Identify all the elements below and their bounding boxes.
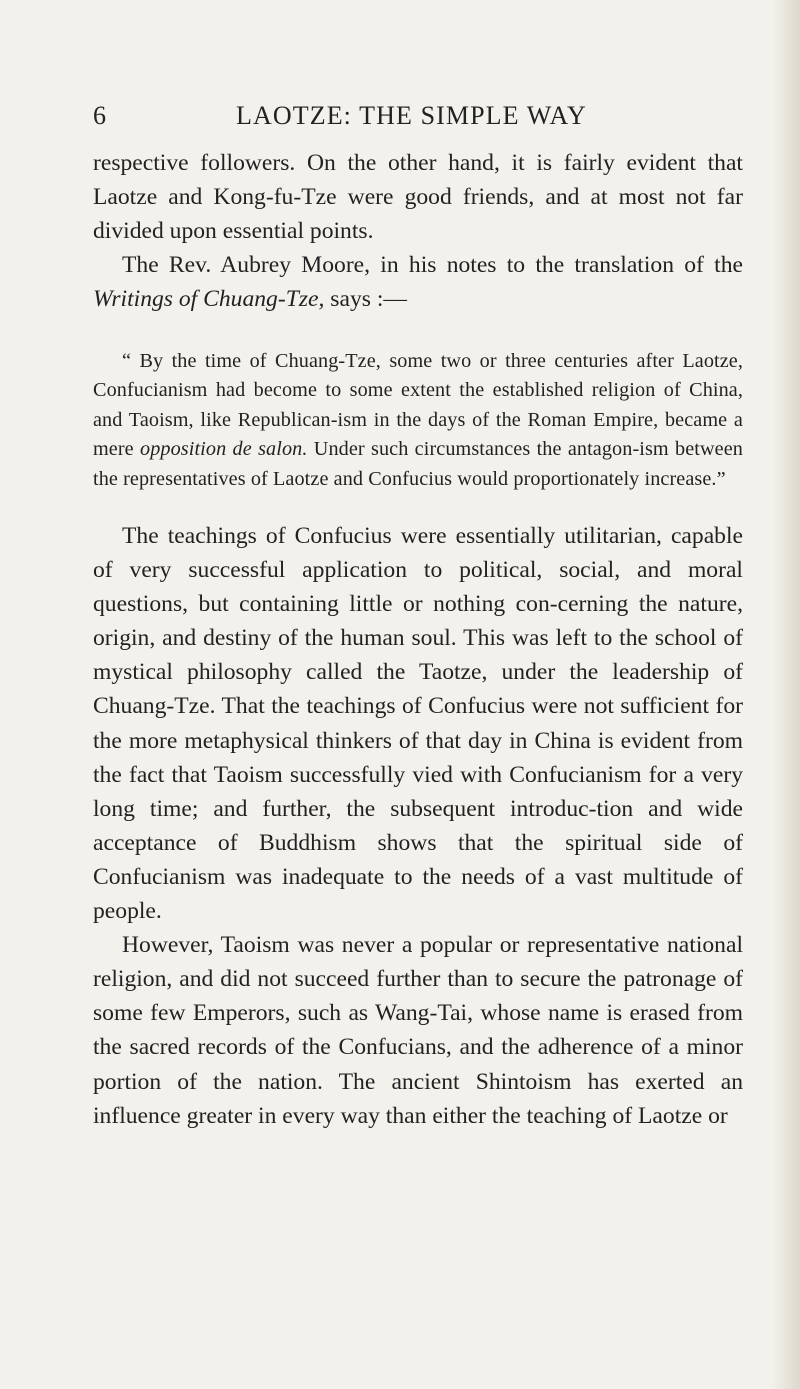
paragraph-1: respective followers. On the other hand, it is fairly evident that Laotze and Kong-fu-Tze were good friends, and at most not far divided upon essential points.: [93, 150, 743, 245]
paragraph-2-tail: says :—: [324, 286, 407, 313]
paragraph-3: The teachings of Confucius were essentially utilitarian, capable of very successful application to political, social, and moral questions, but containing little or nothing con-cerning the nature, origin, and destiny of the human soul. This was left to the school of mystical philosophy called the Taotze, under the leadership of Chuang-Tze. That the teachings of Confucius were not sufficient for the more metaphysical thinkers of that day in China is evident from the fact that Taoism successfully vied with Confucianism for a very long time; and further, the subsequent introduc-tion and wide acceptance of Buddhism shows that the spiritual side of Confucianism was inadequate to the needs of a vast multitude of people.: [93, 523, 743, 925]
quote-paragraph: [93, 347, 743, 494]
book-title: Writings of Chuang-Tze,: [93, 286, 325, 313]
quote-text: “ By the time of Chuang-Tze, some two or three centuries after Laotze, Confucianism had become to some extent the established religion of China, and Taoism, like Republican-ism in the days of the Roman Empire, became a mere: [93, 350, 743, 461]
quote-tail: Under such circumstances the antagon-ism between the representatives of Laotze and Confucius would proportionately increase.”: [93, 438, 743, 490]
running-head: LAOTZE: THE SIMPLE WAY: [236, 101, 587, 130]
quote-italic-phrase: opposition de salon.: [140, 438, 308, 461]
paragraph-3-block: [93, 519, 743, 1133]
paragraph-2: [93, 248, 743, 316]
page-edge-shadow: [772, 0, 800, 1389]
block-quote: [93, 347, 743, 494]
paragraph-1-block: [93, 146, 743, 316]
page-header: [93, 96, 733, 136]
paragraph-2-text: The Rev. Aubrey Moore, in his notes to the translation of the: [122, 252, 743, 279]
paragraph-4: However, Taoism was never a popular or representative national religion, and did not succeed further than to secure the patronage of some few Emperors, such as Wang-Tai, whose name is erased from the sacred records of the Confucians, and the adherence of a minor portion of the nation. The ancient Shintoism has exerted an influence greater in every way than either the teaching of Laotze or: [93, 932, 743, 1129]
page-number: 6: [93, 101, 106, 130]
